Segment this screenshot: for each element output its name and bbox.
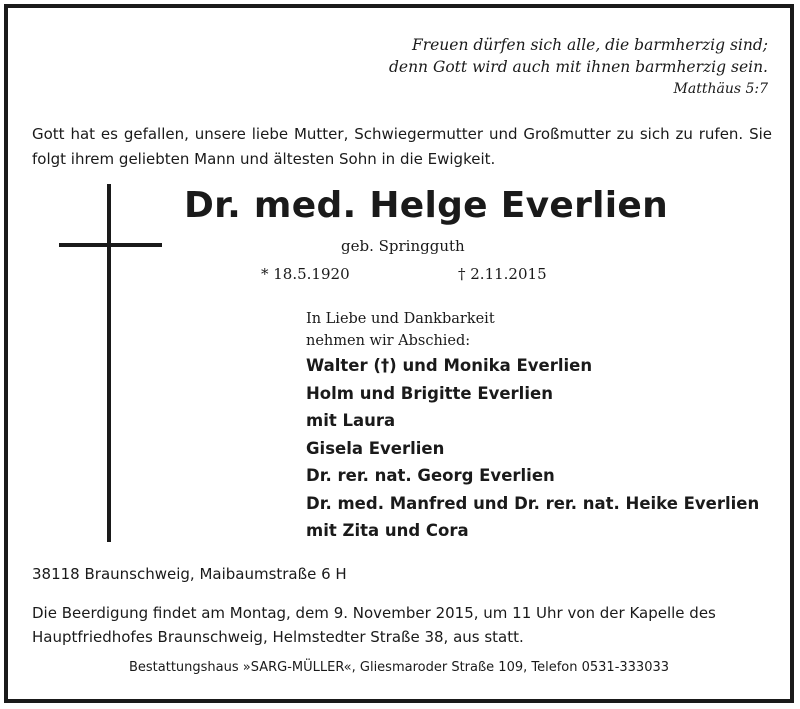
quote-reference: Matthäus 5:7 [673, 81, 768, 97]
funeral-info: Die Beerdigung findet am Montag, dem 9. November 2015, um 11 Uhr von der Kapelle des Hauptfriedhofes Braunschweig, Helmstedter Straße 38, aus statt. [32, 604, 716, 646]
mourners-list [306, 352, 759, 545]
maiden-name: geb. Springguth [341, 237, 465, 255]
deceased-name: Dr. med. Helge Everlien [184, 185, 669, 226]
quote-line-2: denn Gott wird auch mit ihnen barmherzig sein. [388, 58, 768, 76]
mourner-line: Dr. med. Manfred und Dr. rer. nat. Heike Everlien [306, 493, 760, 513]
mourner-line: mit Laura [306, 411, 396, 430]
farewell-line-2: nehmen wir Abschied: [306, 333, 471, 349]
quote-line-1: Freuen dürfen sich alle, die barmherzig sind; [411, 36, 768, 54]
bible-quote [389, 34, 768, 100]
mourner-line: Holm und Brigitte Everlien [306, 383, 553, 403]
family-address: 38118 Braunschweig, Maibaumstraße 6 H [32, 565, 347, 583]
mourner-line: Gisela Everlien [306, 438, 445, 458]
obituary-notice [4, 4, 794, 703]
cross-horizontal-bar [59, 243, 162, 247]
death-date: † 2.11.2015 [458, 265, 547, 283]
undertaker-info: Bestattungshaus »SARG-MÜLLER«, Gliesmaroder Straße 109, Telefon 0531-333033 [128, 660, 670, 675]
mourner-line: Walter (†) und Monika Everlien [306, 356, 593, 375]
farewell-line-1: In Liebe und Dankbarkeit [306, 311, 495, 327]
birth-date: * 18.5.1920 [261, 265, 350, 283]
mourner-line: Dr. rer. nat. Georg Everlien [306, 466, 555, 485]
farewell-text [306, 308, 495, 352]
cross-vertical-bar [107, 184, 111, 542]
mourner-line: mit Zita und Cora [306, 521, 469, 540]
intro-text: Gott hat es gefallen, unsere liebe Mutter, Schwiegermutter und Großmutter zu sich zu rufen. Sie folgt ihrem geliebten Mann und ältesten Sohn in die Ewigkeit. [32, 125, 772, 168]
